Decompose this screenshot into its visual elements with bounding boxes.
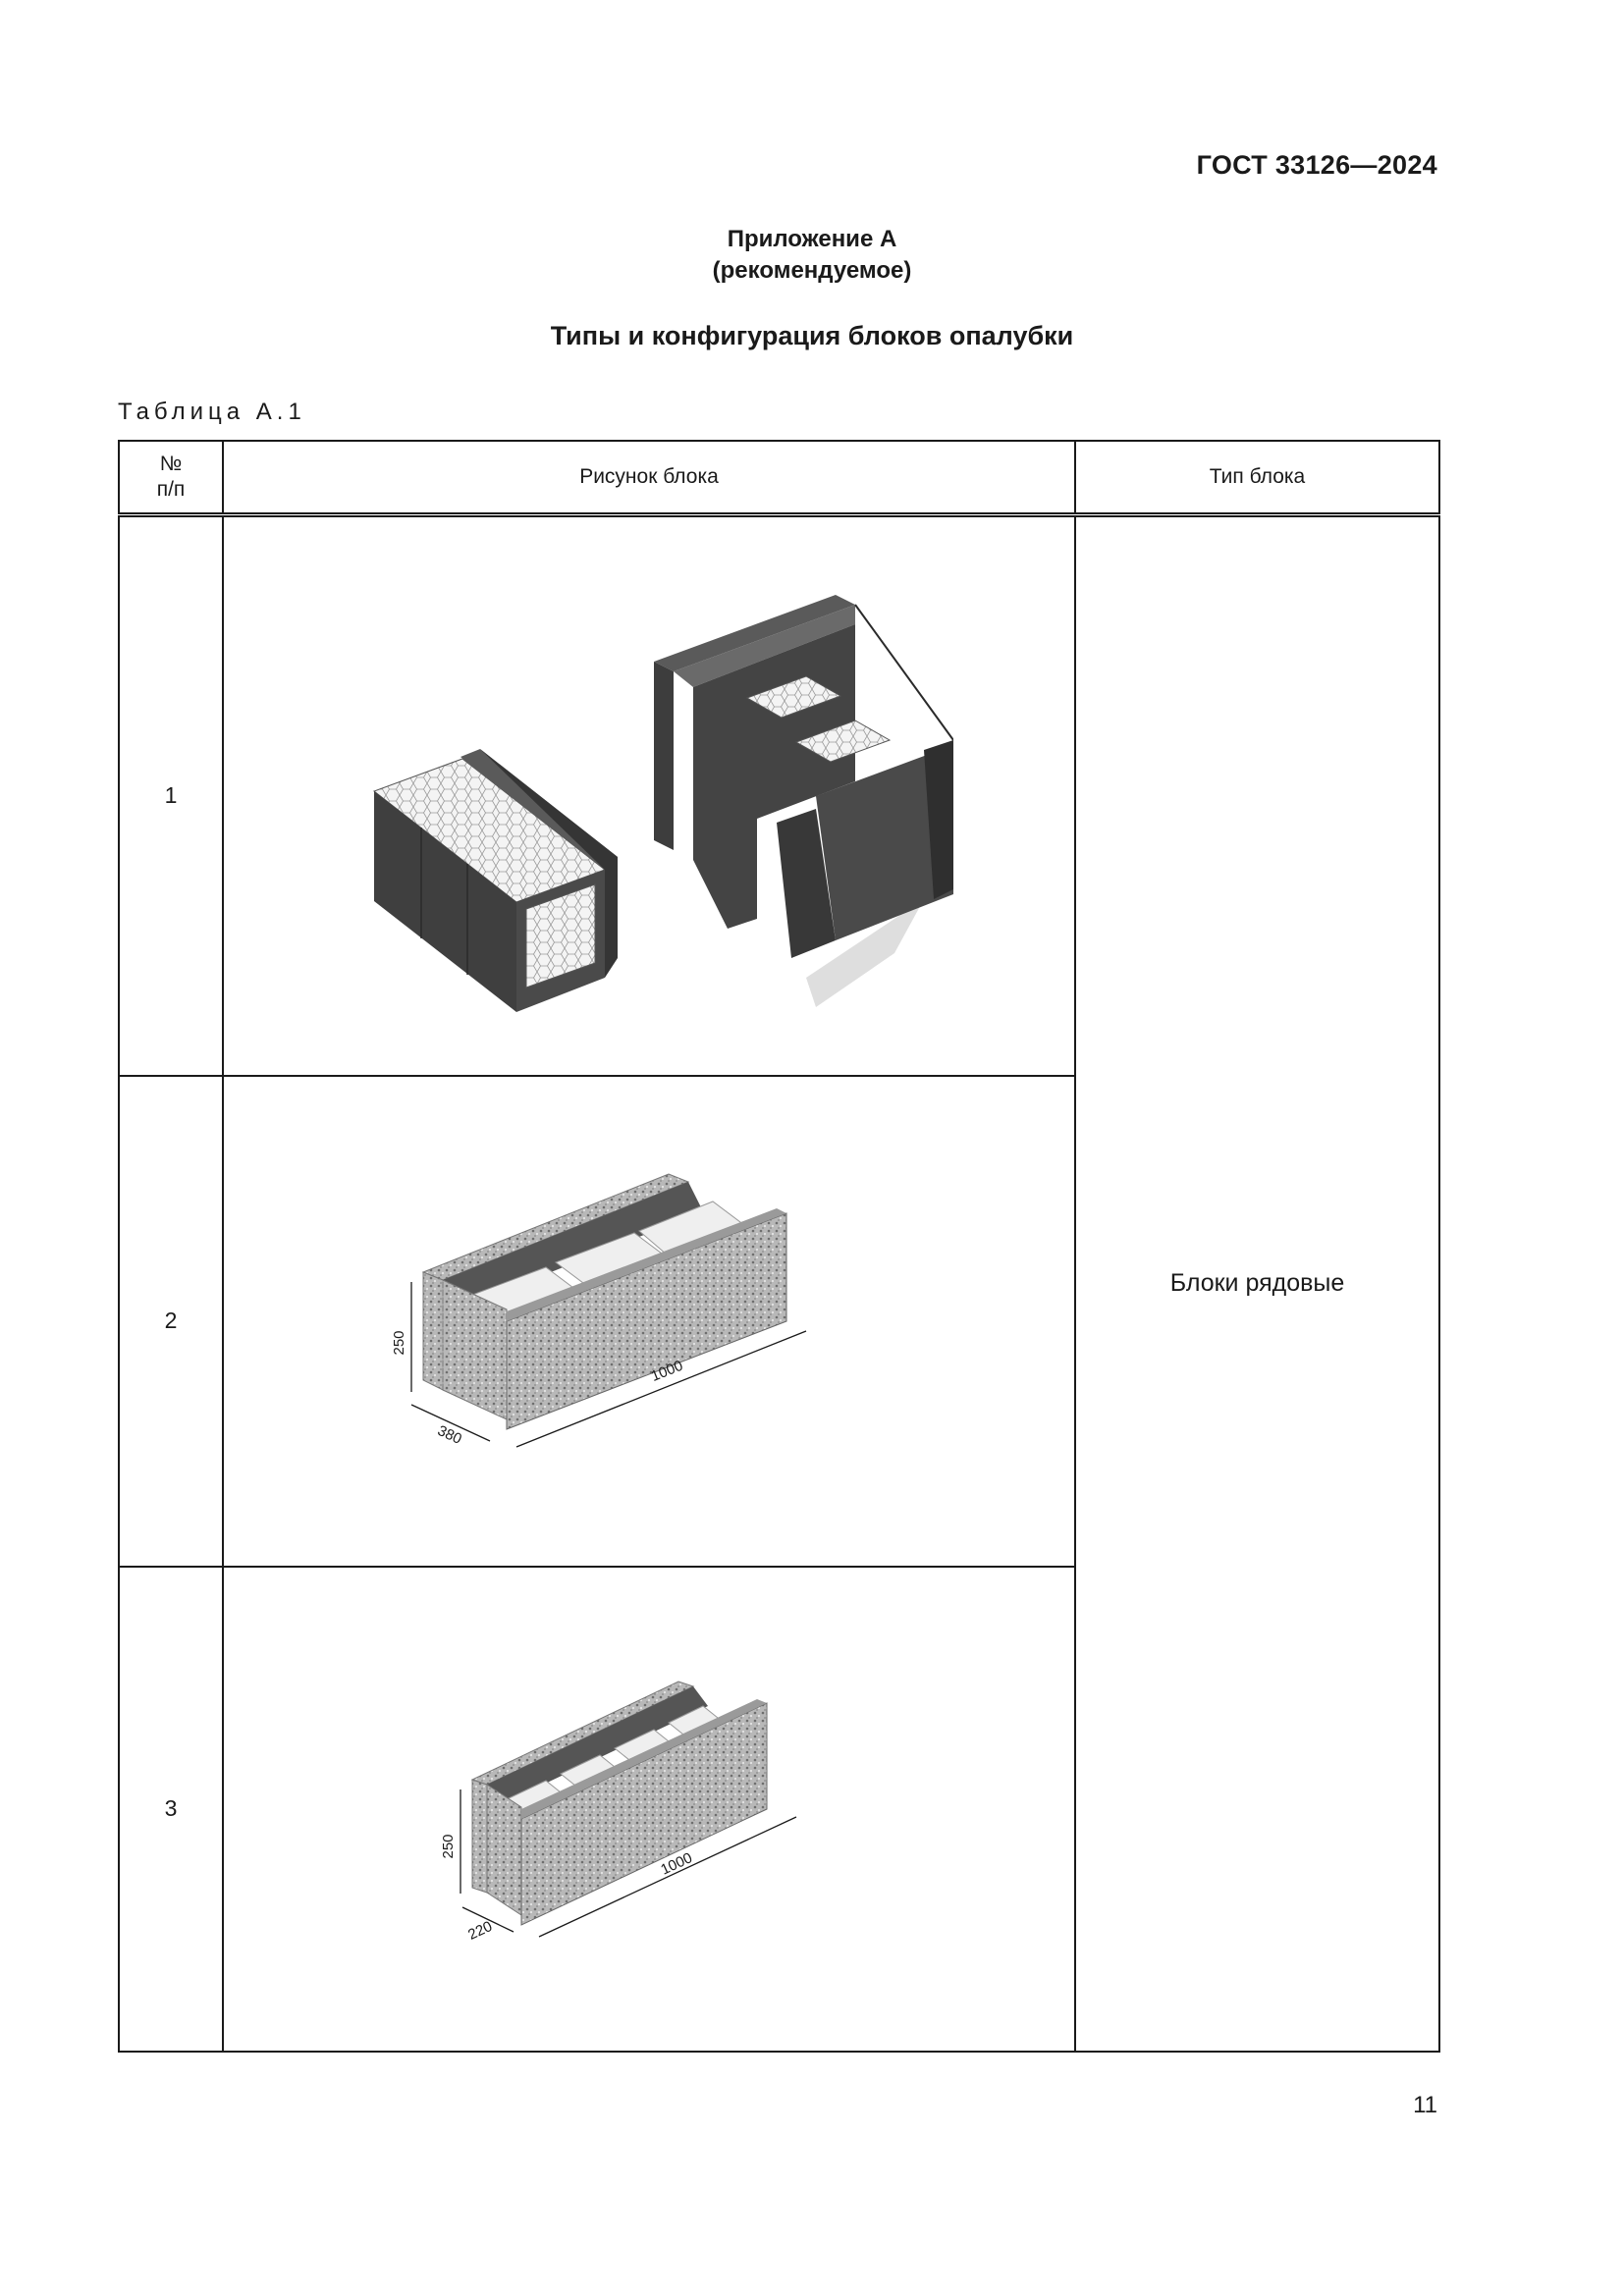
row-number: 2 (119, 1076, 223, 1567)
standard-code: ГОСТ 33126—2024 (1196, 150, 1437, 180)
table-row (119, 515, 1439, 1076)
block-3-drawing (423, 1632, 875, 1986)
formwork-double-block (654, 595, 953, 958)
dimension-width: 380 (434, 1421, 464, 1448)
block-drawing-cell (223, 1567, 1075, 2052)
block-drawing-cell (223, 515, 1075, 1076)
blocks-table (118, 440, 1440, 2053)
column-header-type: Тип блока (1075, 441, 1439, 515)
dimension-height: 250 (440, 1833, 457, 1859)
dimension-length: 1000 (648, 1357, 685, 1385)
column-header-picture: Рисунок блока (223, 441, 1075, 515)
column-header-number-line1: № (159, 452, 183, 475)
concrete-block-220 (472, 1682, 767, 1925)
block-drawing-cell (223, 1076, 1075, 1567)
appendix-title: Приложение А (727, 226, 897, 252)
row-number: 3 (119, 1567, 223, 2052)
row-number: 1 (119, 515, 223, 1076)
formwork-single-block (374, 749, 618, 1012)
table-header-row (119, 441, 1439, 515)
dimension-length: 1000 (658, 1848, 695, 1879)
block-1-drawing (345, 565, 953, 1027)
table-label: Таблица А.1 (118, 399, 306, 425)
dimension-width: 220 (465, 1917, 496, 1944)
column-header-number (119, 441, 223, 515)
page-number: 11 (1413, 2092, 1437, 2118)
concrete-block-380 (423, 1174, 786, 1429)
block-2-drawing (374, 1135, 924, 1508)
dimension-height: 250 (391, 1329, 407, 1356)
appendix-status: (рекомендуемое) (712, 257, 912, 284)
block-type-cell: Блоки рядовые (1075, 515, 1439, 2052)
column-header-number-line2: п/п (156, 478, 186, 501)
section-title: Типы и конфигурация блоков опалубки (550, 321, 1074, 350)
